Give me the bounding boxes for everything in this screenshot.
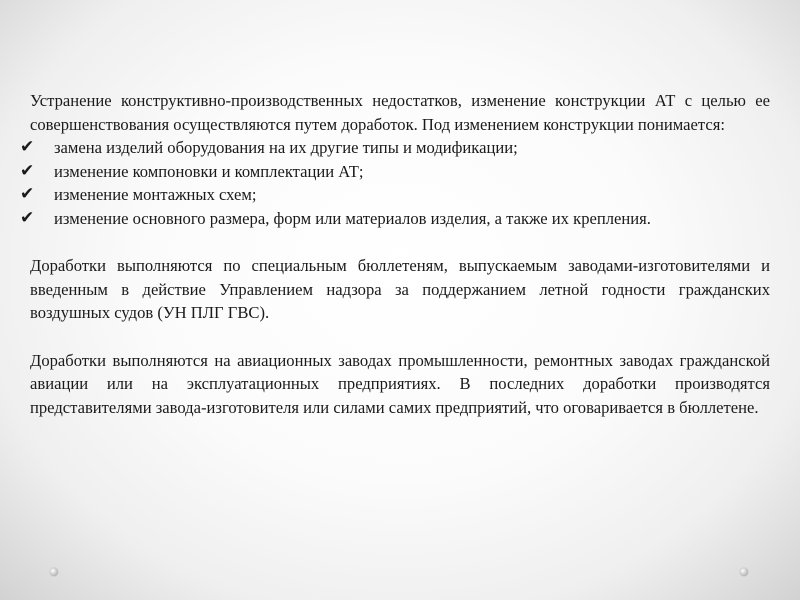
list-item — [20, 183, 770, 207]
slide-content — [20, 89, 770, 419]
list-item-text: замена изделий оборудования на их другие типы и модификации; — [54, 138, 518, 158]
list-item — [20, 160, 770, 184]
bulletins-paragraph: Доработки выполняются по специальным бюллетеням, выпускаемым заводами-изготовителями и введенным в действие Управлением надзора за поддержанием летной годности гражданских воздушных судов (УН ПЛГ ГВС). — [30, 256, 770, 323]
paragraph-spacer — [30, 231, 770, 255]
list-item — [20, 136, 770, 160]
list-item-text: изменение компоновки и комплектации АТ; — [54, 161, 364, 181]
intro-paragraph: Устранение конструктивно-производственных недостатков, изменение конструкции АТ с целью ее совершенствования осуществляются путем доработок. Под изменением конструкции понимается: — [30, 91, 770, 134]
list-item-text: изменение основного размера, форм или материалов изделия, а также их крепления. — [54, 208, 651, 228]
list-item-text: изменение монтажных схем; — [54, 185, 257, 205]
list-item — [20, 207, 770, 231]
plants-paragraph: Доработки выполняются на авиационных заводах промышленности, ремонтных заводах гражданской авиации или на эксплуатационных предприятиях. В последних доработки производятся представителями завода-изготовителя или силами самих предприятий, что оговаривается в бюллетене. — [30, 350, 770, 417]
corner-dot-left — [50, 568, 58, 576]
check-icon: ✔ — [20, 184, 35, 205]
check-icon: ✔ — [20, 160, 35, 181]
change-types-list — [20, 136, 770, 230]
corner-dot-right — [740, 568, 748, 576]
paragraph-spacer — [30, 325, 770, 349]
check-icon: ✔ — [20, 207, 35, 228]
check-icon: ✔ — [20, 137, 35, 158]
